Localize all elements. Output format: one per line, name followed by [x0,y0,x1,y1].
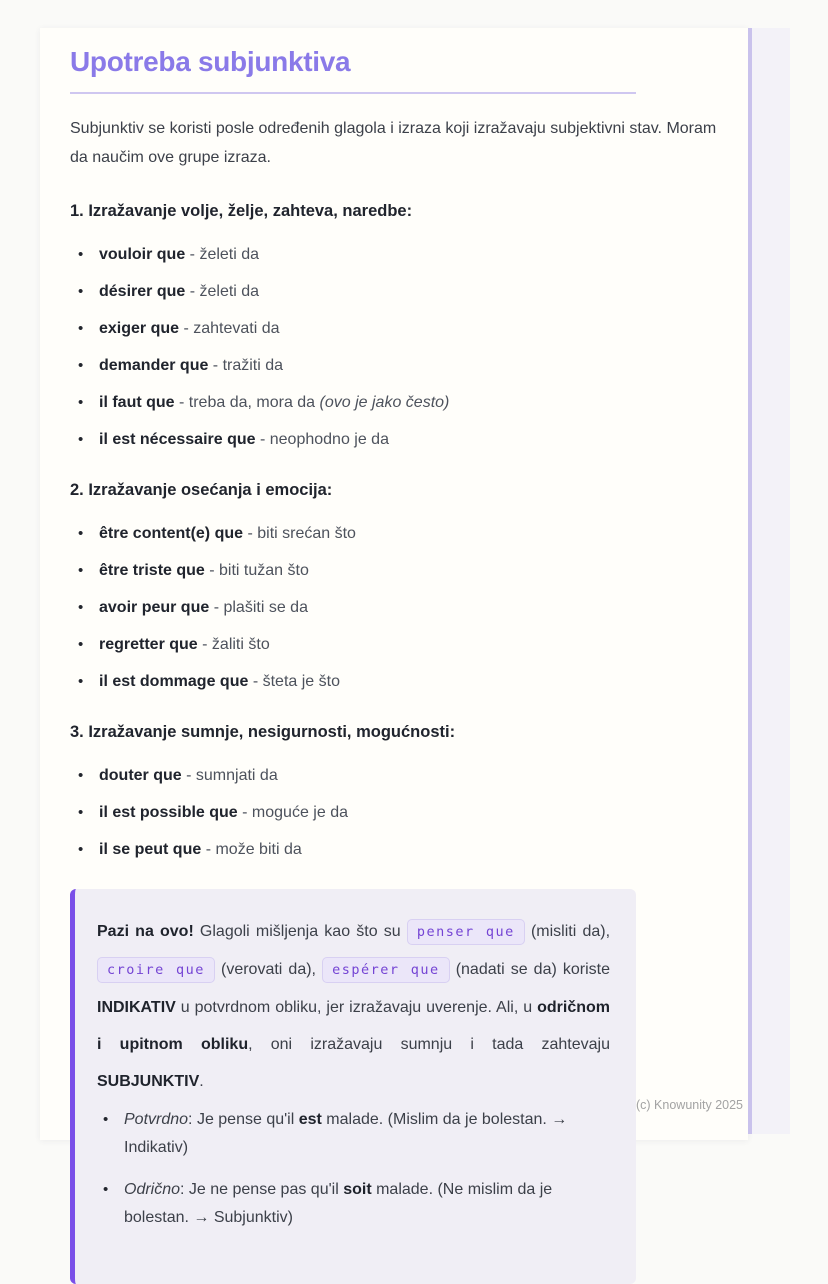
bullet-icon: • [78,562,84,579]
definition-note: (ovo je jako često) [319,394,450,411]
callout-bold-oblik: odričnom i upitnom obliku [97,999,610,1053]
intro-paragraph: Subjunktiv se koristi posle određenih glagola i izraza koji izražavaju subjektivni stav. Moram da naučim ove grupe izraza. [70,120,717,166]
definition-text: - biti tužan što [204,562,309,579]
list-item [78,391,718,414]
code-chip-penser-que: penser que [407,919,525,945]
callout-text: . [199,1073,204,1090]
example-label: Potvrdno [124,1111,189,1128]
bullet-icon: • [78,525,84,542]
definition-text: - sumnjati da [181,767,278,784]
list-item [78,559,718,582]
term-text: il est possible que [99,804,238,821]
callout-box [70,889,636,1284]
list-item [78,522,718,545]
bullet-icon: • [78,394,84,411]
example-list [97,1106,610,1232]
term-text: exiger que [99,320,180,337]
list-item [78,317,718,340]
example-label: Odrično [124,1181,181,1198]
expression-list-1 [70,243,718,451]
bullet-icon: • [78,841,84,858]
callout-text: , oni izražavaju sumnju i tada zahtevaju [248,1036,610,1053]
term-text: il est dommage que [99,673,249,690]
callout-paragraph [97,913,610,1100]
code-chip-croire-que: croire que [97,957,215,983]
bullet-icon: • [78,767,84,784]
term-text: être content(e) que [99,525,244,542]
term-text: être triste que [99,562,205,579]
definition-text: - treba da, mora da [174,394,320,411]
list-item [78,764,718,787]
callout-text: (verovati da), [214,961,323,978]
callout-text: (misliti da), [524,923,611,940]
term-text: avoir peur que [99,599,210,616]
callout-text: (nadati se da) koriste [449,961,611,978]
term-text: vouloir que [99,246,186,263]
bullet-icon: • [78,246,84,263]
list-item [78,670,718,693]
callout-bold-subjunktiv: SUBJUNKTIV [97,1073,200,1090]
definition-text: - biti srećan što [243,525,356,542]
expression-list-2 [70,522,718,693]
term-text: douter que [99,767,182,784]
definition-text: - želeti da [185,283,260,300]
list-item [78,838,718,861]
definition-text: - plašiti se da [209,599,308,616]
page-title: Upotreba subjunktiva [70,46,351,77]
example-text: : Je ne pense pas qu'il [180,1181,344,1198]
definition-text: - žaliti što [197,636,270,653]
bullet-icon: • [78,320,84,337]
term-text: il est nécessaire que [99,431,256,448]
definition-text: - želeti da [185,246,260,263]
list-item [78,428,718,451]
bullet-icon: • [103,1181,109,1198]
term-text: regretter que [99,636,198,653]
callout-text: Glagoli mišljenja kao što su [193,923,407,940]
list-item [78,354,718,377]
term-text: il se peut que [99,841,202,858]
example-text: malade. (Ne mislim da je bolestan. → Subjunktiv) [124,1181,553,1226]
definition-text: - može biti da [201,841,302,858]
bullet-icon: • [78,431,84,448]
example-text: malade. (Mislim da je bolestan. → Indikativ) [124,1111,568,1156]
document-page [40,28,748,1226]
code-chip-esperer-que: espérer que [322,957,450,983]
title-underline [70,92,636,94]
list-item [78,596,718,619]
list-item [78,243,718,266]
bullet-icon: • [78,357,84,374]
example-verb: soit [343,1181,372,1198]
list-item [78,280,718,303]
example-text: : Je pense qu'il [188,1111,299,1128]
expression-list-3 [70,764,718,861]
next-page-edge-strip [752,28,790,1134]
definition-text: - tražiti da [208,357,284,374]
bullet-icon: • [78,636,84,653]
section-heading-2: 2. Izražavanje osećanja i emocija: [70,481,333,499]
section-heading-1: 1. Izražavanje volje, želje, zahteva, naredbe: [70,202,413,220]
callout-lead: Pazi na ovo! [97,923,194,940]
definition-text: - zahtevati da [179,320,280,337]
example-verb: est [298,1111,322,1128]
section-heading-3: 3. Izražavanje sumnje, nesigurnosti, mogućnosti: [70,723,456,741]
list-item [78,801,718,824]
bullet-icon: • [78,283,84,300]
term-text: demander que [99,357,209,374]
term-text: désirer que [99,283,186,300]
bullet-icon: • [78,599,84,616]
definition-text: - neophodno je da [255,431,389,448]
definition-text: - šteta je što [248,673,340,690]
bullet-icon: • [78,804,84,821]
callout-bold-indikativ: INDIKATIV [97,999,176,1016]
example-item [103,1106,573,1162]
footer-credit: (c) Knowunity 2025 [636,1098,744,1112]
list-item [78,633,718,656]
bullet-icon: • [78,673,84,690]
term-text: il faut que [99,394,175,411]
callout-text: u potvrdnom obliku, jer izražavaju uverenje. Ali, u [175,999,538,1016]
definition-text: - moguće je da [237,804,348,821]
example-item [103,1176,573,1232]
bullet-icon: • [103,1111,109,1128]
